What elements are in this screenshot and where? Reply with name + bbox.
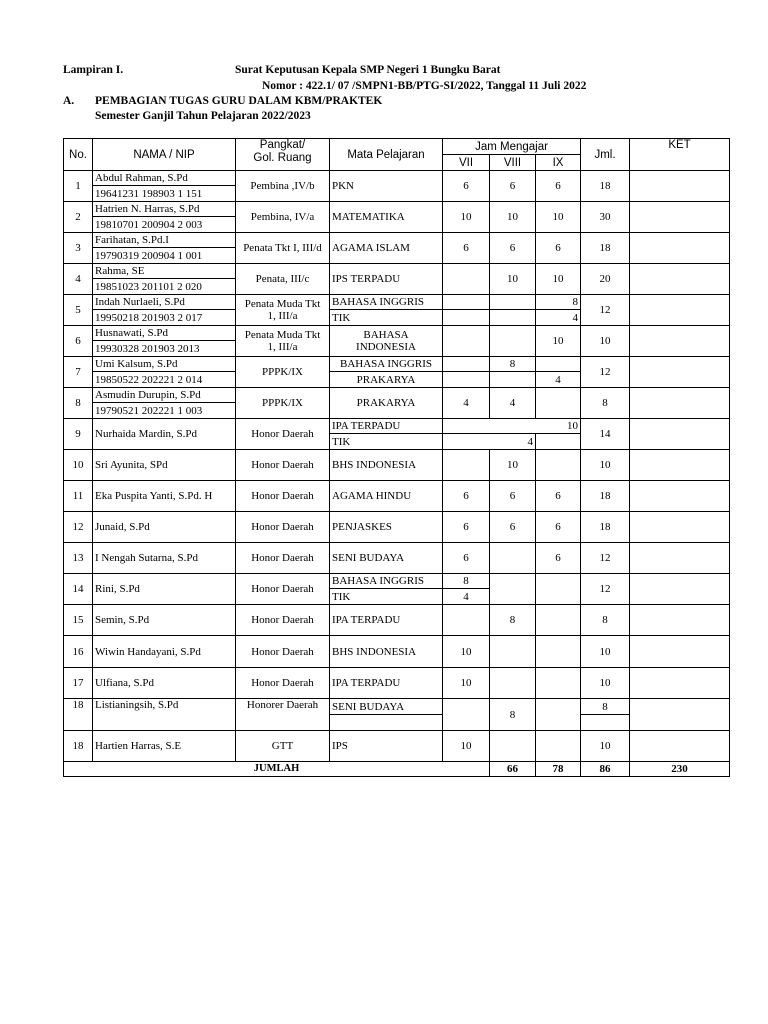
cell-ket <box>630 699 730 731</box>
cell-ix <box>536 450 581 481</box>
teacher-name: Listianingsih, S.Pd <box>93 699 236 731</box>
cell-vii: 10 <box>443 202 490 233</box>
cell-viii: 6 <box>490 171 536 202</box>
cell-ix: 6 <box>536 512 581 543</box>
teacher-name: Sri Ayunita, SPd <box>93 450 236 481</box>
cell-jml: 12 <box>581 357 630 388</box>
header-ket: KET <box>630 139 730 171</box>
cell-no: 5 <box>64 295 93 326</box>
section-letter: A. <box>63 95 75 107</box>
teacher-name: Eka Puspita Yanti, S.Pd. H <box>93 481 236 512</box>
cell-no: 6 <box>64 326 93 357</box>
cell-jml: 8 <box>581 388 630 419</box>
cell-vii: 6 <box>443 543 490 574</box>
cell-pangkat: Honor Daerah <box>236 605 330 636</box>
teacher-name: Semin, S.Pd <box>93 605 236 636</box>
cell-jml: 8 <box>581 605 630 636</box>
cell-no: 8 <box>64 388 93 419</box>
cell-pangkat: Honor Daerah <box>236 636 330 668</box>
teacher-name: Asmudin Durupin, S.Pd <box>93 388 236 403</box>
cell-vii: 8 <box>443 574 490 589</box>
teacher-name: Hatrien N. Harras, S.Pd <box>93 202 236 217</box>
cell-pangkat: Honor Daerah <box>236 574 330 605</box>
cell-vii-viii-merged: 4 <box>443 434 536 450</box>
teacher-name: Wiwin Handayani, S.Pd <box>93 636 236 668</box>
cell-mapel: IPA TERPADU <box>330 419 443 434</box>
cell-ix: 6 <box>536 543 581 574</box>
cell-jml: 10 <box>581 731 630 762</box>
cell-no: 9 <box>64 419 93 450</box>
teacher-name: Abdul Rahman, S.Pd <box>93 171 236 186</box>
cell-jml: 12 <box>581 295 630 326</box>
cell-mapel: BHS INDONESIA <box>330 636 443 668</box>
cell-jml <box>581 715 630 731</box>
cell-viii: 10 <box>490 450 536 481</box>
cell-vii <box>443 264 490 295</box>
cell-pangkat: Pembina ,IV/b <box>236 171 330 202</box>
cell-pangkat: Penata, III/c <box>236 264 330 295</box>
cell-ket <box>630 233 730 264</box>
cell-mapel: SENI BUDAYA <box>330 543 443 574</box>
cell-mapel: AGAMA HINDU <box>330 481 443 512</box>
cell-no: 15 <box>64 605 93 636</box>
teacher-name: Hartien Harras, S.E <box>93 731 236 762</box>
cell-no: 4 <box>64 264 93 295</box>
jumlah-vii: 66 <box>490 762 536 777</box>
header-mapel: Mata Pelajaran <box>330 139 443 171</box>
cell-ix: 10 <box>536 202 581 233</box>
cell-no: 2 <box>64 202 93 233</box>
cell-ket <box>630 512 730 543</box>
cell-viii <box>490 295 536 310</box>
teacher-nip: 19790521 202221 1 003 <box>93 403 236 419</box>
cell-jml: 18 <box>581 171 630 202</box>
cell-mapel: IPA TERPADU <box>330 605 443 636</box>
cell-mapel: MATEMATIKA <box>330 202 443 233</box>
cell-ix: 8 <box>536 295 581 310</box>
cell-vii: 6 <box>443 512 490 543</box>
cell-no: 18 <box>64 731 93 762</box>
cell-pangkat: Penata Muda Tkt 1, III/a <box>236 295 330 326</box>
nomor-line: Nomor : 422.1/ 07 /SMPN1-BB/PTG-SI/2022, Tanggal 11 Juli 2022 <box>262 80 587 92</box>
section-title: PEMBAGIAN TUGAS GURU DALAM KBM/PRAKTEK <box>95 95 383 107</box>
cell-ket <box>630 171 730 202</box>
teacher-nip: 19810701 200904 2 003 <box>93 217 236 233</box>
cell-ix: 10 <box>536 264 581 295</box>
cell-vii: 10 <box>443 636 490 668</box>
jumlah-jml: 230 <box>630 762 730 777</box>
teacher-name: Nurhaida Mardin, S.Pd <box>93 419 236 450</box>
cell-mapel: BHS INDONESIA <box>330 450 443 481</box>
cell-vii <box>443 326 490 357</box>
cell-pangkat: Honor Daerah <box>236 668 330 699</box>
lampiran-label: Lampiran I. <box>63 64 124 76</box>
cell-vii <box>443 699 490 731</box>
cell-mapel: PKN <box>330 171 443 202</box>
cell-no: 12 <box>64 512 93 543</box>
cell-mapel: BAHASA INDONESIA <box>330 326 443 357</box>
cell-vii: 4 <box>443 589 490 605</box>
cell-mapel: PENJASKES <box>330 512 443 543</box>
cell-ket <box>630 419 730 450</box>
cell-mapel: TIK <box>330 310 443 326</box>
teaching-assignment-table <box>63 138 730 777</box>
cell-ket <box>630 450 730 481</box>
cell-no: 7 <box>64 357 93 388</box>
cell-ix: 10 <box>536 326 581 357</box>
cell-ix <box>536 605 581 636</box>
cell-ket <box>630 574 730 605</box>
cell-jml: 30 <box>581 202 630 233</box>
cell-jml: 12 <box>581 543 630 574</box>
header-nama: NAMA / NIP <box>93 139 236 171</box>
cell-ix <box>536 636 581 668</box>
cell-jml: 10 <box>581 636 630 668</box>
cell-no: 10 <box>64 450 93 481</box>
cell-ix <box>536 668 581 699</box>
cell-ket <box>630 731 730 762</box>
cell-ket <box>630 636 730 668</box>
teacher-name: Rahma, SE <box>93 264 236 279</box>
cell-ix <box>536 388 581 419</box>
cell-ket <box>630 295 730 326</box>
cell-ket <box>630 388 730 419</box>
cell-no: 17 <box>64 668 93 699</box>
cell-ket <box>630 543 730 574</box>
cell-viii: 4 <box>490 388 536 419</box>
cell-viii: 6 <box>490 481 536 512</box>
cell-no: 14 <box>64 574 93 605</box>
cell-mapel: TIK <box>330 589 443 605</box>
header-vii: VII <box>443 155 490 171</box>
cell-mapel: BAHASA INGGRIS <box>330 357 443 372</box>
cell-ix <box>536 574 581 605</box>
jumlah-label: JUMLAH <box>64 762 490 777</box>
cell-vii <box>443 310 490 326</box>
cell-vii <box>443 372 490 388</box>
cell-jml: 20 <box>581 264 630 295</box>
teacher-nip: 19950218 201903 2 017 <box>93 310 236 326</box>
cell-vii: 10 <box>443 731 490 762</box>
cell-pangkat: Honor Daerah <box>236 543 330 574</box>
cell-no: 1 <box>64 171 93 202</box>
teacher-name: I Nengah Sutarna, S.Pd <box>93 543 236 574</box>
cell-viii <box>490 574 536 605</box>
cell-mapel: PRAKARYA <box>330 388 443 419</box>
jumlah-viii: 78 <box>536 762 581 777</box>
cell-mapel: BAHASA INGGRIS <box>330 295 443 310</box>
teacher-name: Husnawati, S.Pd <box>93 326 236 341</box>
cell-viii <box>490 372 536 388</box>
cell-jml: 8 <box>581 699 630 715</box>
cell-mapel: IPS TERPADU <box>330 264 443 295</box>
cell-vii <box>443 605 490 636</box>
cell-mapel: AGAMA ISLAM <box>330 233 443 264</box>
cell-pangkat: PPPK/IX <box>236 388 330 419</box>
cell-pangkat: Penata Muda Tkt 1, III/a <box>236 326 330 357</box>
cell-ix: 6 <box>536 233 581 264</box>
cell-jml: 10 <box>581 668 630 699</box>
cell-ket <box>630 668 730 699</box>
cell-ix <box>536 731 581 762</box>
cell-viii <box>490 543 536 574</box>
cell-mapel: PRAKARYA <box>330 372 443 388</box>
cell-pangkat: Honor Daerah <box>236 450 330 481</box>
cell-pangkat: Pembina, IV/a <box>236 202 330 233</box>
cell-no: 16 <box>64 636 93 668</box>
cell-viii <box>490 668 536 699</box>
cell-jml: 14 <box>581 419 630 450</box>
header-jam-mengajar: Jam Mengajar <box>443 139 581 155</box>
teacher-name: Umi Kalsum, S.Pd <box>93 357 236 372</box>
teacher-nip: 19930328 201903 2013 <box>93 341 236 357</box>
cell-jml: 18 <box>581 512 630 543</box>
header-ix: IX <box>536 155 581 171</box>
cell-ket <box>630 326 730 357</box>
teacher-name: Junaid, S.Pd <box>93 512 236 543</box>
cell-jml: 10 <box>581 450 630 481</box>
cell-viii: 8 <box>490 357 536 372</box>
cell-viii <box>490 731 536 762</box>
cell-vii: 4 <box>443 388 490 419</box>
cell-vii: 10 <box>443 668 490 699</box>
cell-ix: 6 <box>536 481 581 512</box>
cell-viii <box>490 310 536 326</box>
teacher-nip: 19790319 200904 1 001 <box>93 248 236 264</box>
cell-pangkat: Honor Daerah <box>236 512 330 543</box>
header-pangkat: Pangkat/ Gol. Ruang <box>236 139 330 171</box>
cell-mapel: IPS <box>330 731 443 762</box>
cell-viii: 6 <box>490 512 536 543</box>
cell-vii: 6 <box>443 481 490 512</box>
cell-jml: 10 <box>581 326 630 357</box>
cell-jam-merged: 10 <box>443 419 581 434</box>
header-viii: VIII <box>490 155 536 171</box>
cell-ix: 4 <box>536 310 581 326</box>
cell-ix <box>536 434 581 450</box>
cell-viii: 6 <box>490 233 536 264</box>
cell-mapel: BAHASA INGGRIS <box>330 574 443 589</box>
cell-vii <box>443 295 490 310</box>
cell-ix <box>536 699 581 731</box>
teacher-name: Rini, S.Pd <box>93 574 236 605</box>
cell-viii: 10 <box>490 264 536 295</box>
cell-pangkat: Honorer Daerah <box>236 699 330 731</box>
cell-viii: 8 <box>490 605 536 636</box>
cell-ket <box>630 605 730 636</box>
semester-line: Semester Ganjil Tahun Pelajaran 2022/2023 <box>95 110 311 122</box>
teacher-nip: 19850522 202221 2 014 <box>93 372 236 388</box>
cell-vii: 6 <box>443 233 490 264</box>
teacher-nip: 19851023 201101 2 020 <box>93 279 236 295</box>
jumlah-ix: 86 <box>581 762 630 777</box>
cell-jml: 12 <box>581 574 630 605</box>
surat-title: Surat Keputusan Kepala SMP Negeri 1 Bungku Barat <box>235 64 501 76</box>
cell-jml: 18 <box>581 233 630 264</box>
cell-viii <box>490 326 536 357</box>
cell-pangkat: Honor Daerah <box>236 419 330 450</box>
cell-no: 13 <box>64 543 93 574</box>
cell-ket <box>630 264 730 295</box>
header-no: No. <box>64 139 93 171</box>
cell-ket <box>630 202 730 233</box>
cell-vii: 6 <box>443 171 490 202</box>
header-jml: Jml. <box>581 139 630 171</box>
cell-ket <box>630 481 730 512</box>
cell-no: 3 <box>64 233 93 264</box>
cell-pangkat: PPPK/IX <box>236 357 330 388</box>
cell-viii <box>490 636 536 668</box>
cell-mapel <box>330 715 443 731</box>
cell-mapel: SENI BUDAYA <box>330 699 443 715</box>
cell-jml: 18 <box>581 481 630 512</box>
cell-viii: 10 <box>490 202 536 233</box>
cell-ket <box>630 357 730 388</box>
cell-mapel: IPA TERPADU <box>330 668 443 699</box>
teacher-name: Ulfiana, S.Pd <box>93 668 236 699</box>
cell-pangkat: Penata Tkt I, III/d <box>236 233 330 264</box>
cell-mapel: TIK <box>330 434 443 450</box>
teacher-name: Farihatan, S.Pd.I <box>93 233 236 248</box>
cell-ix: 4 <box>536 372 581 388</box>
cell-ix <box>536 357 581 372</box>
teacher-nip: 19641231 198903 1 151 <box>93 186 236 202</box>
cell-ix: 6 <box>536 171 581 202</box>
cell-viii: 8 <box>490 699 536 731</box>
teacher-name: Indah Nurlaeli, S.Pd <box>93 295 236 310</box>
cell-pangkat: Honor Daerah <box>236 481 330 512</box>
cell-pangkat: GTT <box>236 731 330 762</box>
cell-vii <box>443 357 490 372</box>
cell-no: 18 <box>64 699 93 731</box>
cell-vii <box>443 450 490 481</box>
cell-no: 11 <box>64 481 93 512</box>
